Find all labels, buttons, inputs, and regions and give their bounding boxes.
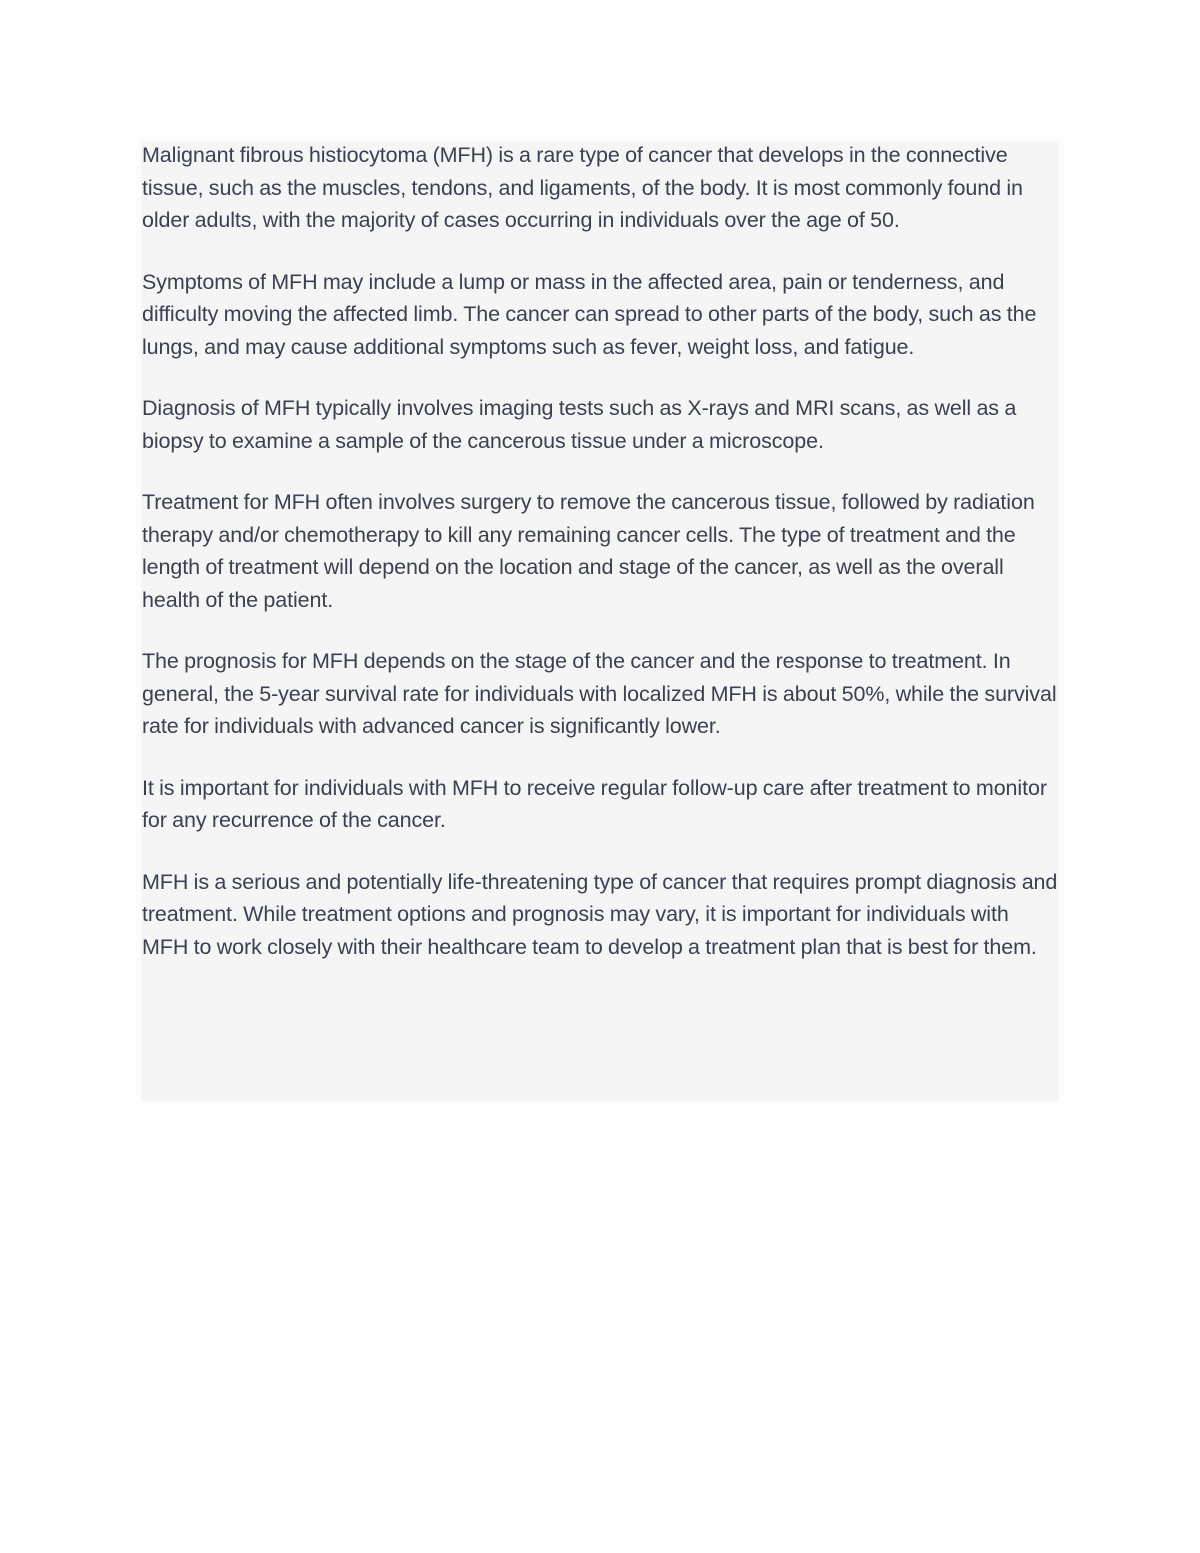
paragraph-treatment: Treatment for MFH often involves surgery to remove the cancerous tissue, followed by radiation therapy and/or chemotherapy to kill any remaining cancer cells. The type of treatment and the length of treatment will depend on the location and stage of the cancer, as well as the overall health of the patient. — [142, 490, 1035, 612]
paragraph-symptoms: Symptoms of MFH may include a lump or mass in the affected area, pain or tenderness, and difficulty moving the affected limb. The cancer can spread to other parts of the body, such as the lungs, and may cause additional symptoms such as fever, weight loss, and fatigue. — [142, 269, 1037, 359]
paragraph-diagnosis: Diagnosis of MFH typically involves imaging tests such as X-rays and MRI scans, as well as a biopsy to examine a sample of the cancerous tissue under a microscope. — [142, 396, 1017, 453]
paragraph-follow-up: It is important for individuals with MFH to receive regular follow-up care after treatment to monitor for any recurrence of the cancer. — [142, 775, 1047, 832]
paragraph-conclusion: MFH is a serious and potentially life-threatening type of cancer that requires prompt diagnosis and treatment. While treatment options and prognosis may vary, it is important for individuals with MFH to work closely with their healthcare team to develop a treatment plan that is best for them. — [142, 869, 1058, 959]
text-block — [141, 141, 1059, 1101]
paragraph-mfh-definition: Malignant fibrous histiocytoma (MFH) is a rare type of cancer that develops in the connective tissue, such as the muscles, tendons, and ligaments, of the body. It is most commonly found in older adults, with the majority of cases occurring in individuals over the age of 50. — [142, 143, 1023, 232]
paragraph-prognosis: The prognosis for MFH depends on the stage of the cancer and the response to treatment. In general, the 5-year survival rate for individuals with localized MFH is about 50%, while the survival rate for individuals with advanced cancer is significantly lower. — [142, 649, 1057, 738]
